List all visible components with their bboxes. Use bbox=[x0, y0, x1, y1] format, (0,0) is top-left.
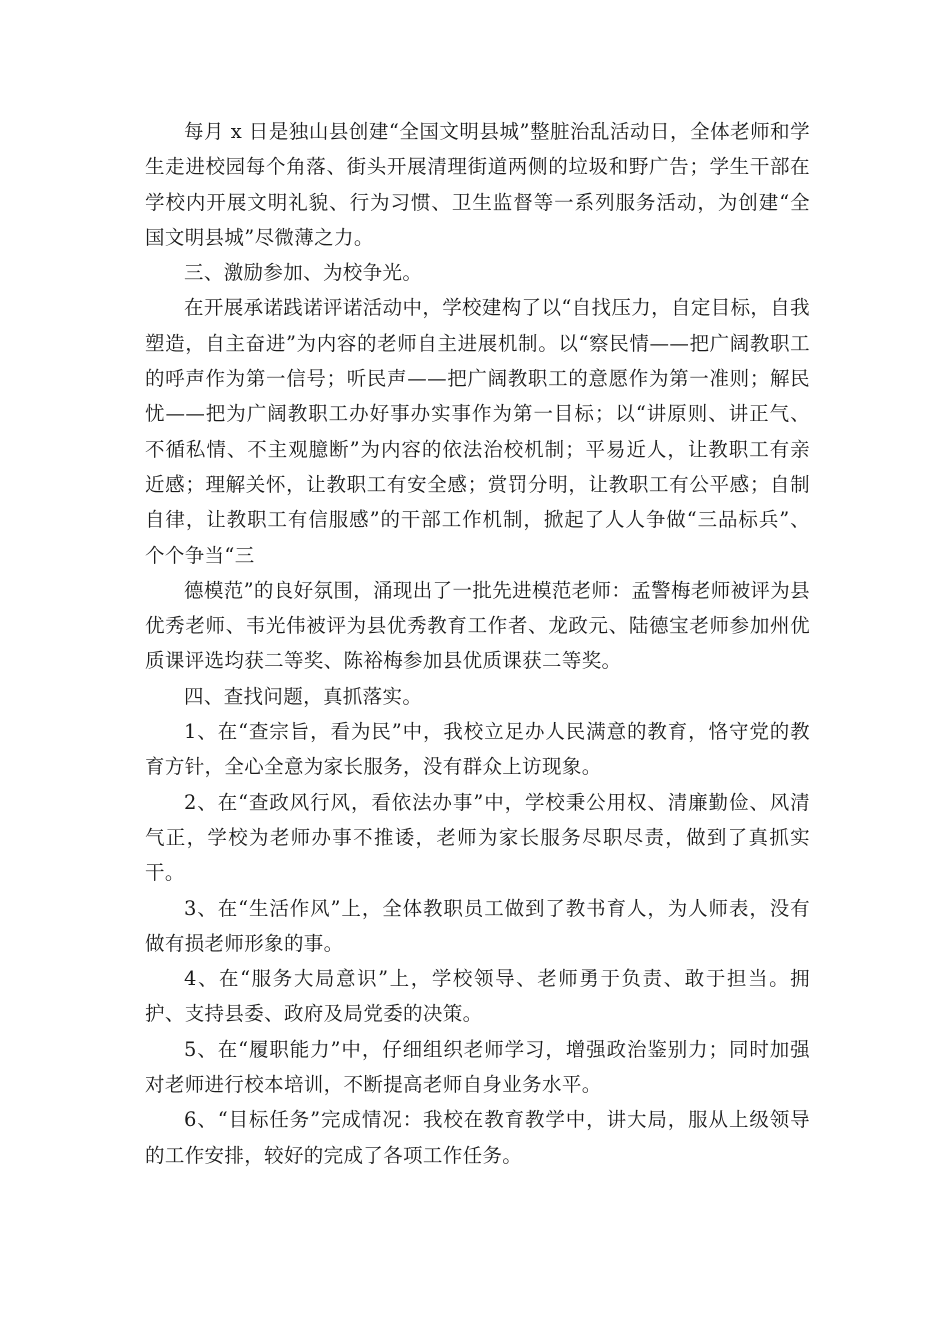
list-item-4: 4、在“服务大局意识”上，学校领导、老师勇于负责、敢于担当。拥护、支持县委、政府及局党委的决策。 bbox=[145, 967, 810, 1026]
document-body bbox=[145, 114, 810, 1173]
paragraph-model-teachers: 德模范”的良好氛围，涌现出了一批先进模范老师：孟警梅老师被评为县优秀老师、韦光伟被评为县优秀教育工作者、龙政元、陆德宝老师参加州优质课评选均获二等奖、陈裕梅参加县优质课获二等奖。 bbox=[145, 578, 810, 673]
paragraph-mechanisms: 在开展承诺践诺评诺活动中，学校建构了以“自找压力，自定目标，自我塑造，自主奋进”为内容的老师自主进展机制。以“察民情——把广阔教职工的呼声作为第一信号；听民声——把广阔教职工的意愿作为第一准则；解民忧——把为广阔教职工办好事办实事作为第一目标；以“讲原则、讲正气、不循私情、不主观臆断”为内容的依法治校机制；平易近人，让教职工有亲近感；理解关怀，让教职工有安全感；赏罚分明，让教职工有公平感；自制自律，让教职工有信服感”的干部工作机制，掀起了人人争做“三品标兵”、个个争当“三 bbox=[145, 296, 810, 567]
list-item-2: 2、在“查政风行风，看依法办事”中，学校秉公用权、清廉勤俭、风清气正，学校为老师办事不推诿，老师为家长服务尽职尽责，做到了真抓实干。 bbox=[145, 790, 810, 885]
list-item-6: 6、“目标任务”完成情况：我校在教育教学中，讲大局，服从上级领导的工作安排，较好的完成了各项工作任务。 bbox=[145, 1108, 810, 1167]
list-item-3: 3、在“生活作风”上，全体教职员工做到了教书育人，为人师表，没有做有损老师形象的事。 bbox=[145, 896, 810, 955]
section-heading-4: 四、查找问题，真抓落实。 bbox=[184, 684, 423, 708]
list-item-5: 5、在“履职能力”中，仔细组织老师学习，增强政治鉴别力；同时加强对老师进行校本培训，不断提高老师自身业务水平。 bbox=[145, 1037, 810, 1097]
paragraph-cleanup-activity: 每月 x 日是独山县创建“全国文明县城”整脏治乱活动日，全体老师和学生走进校园每个角落、街头开展清理街道两侧的垃圾和野广告；学生干部在学校内开展文明礼貌、行为习惯、卫生监督等一系列服务活动，为创建“全国文明县城”尽微薄之力。 bbox=[145, 120, 810, 249]
section-heading-3: 三、激励参加、为校争光。 bbox=[184, 261, 423, 285]
list-item-1: 1、在“查宗旨，看为民”中，我校立足办人民满意的教育，恪守党的教育方针，全心全意为家长服务，没有群众上访现象。 bbox=[145, 720, 810, 779]
